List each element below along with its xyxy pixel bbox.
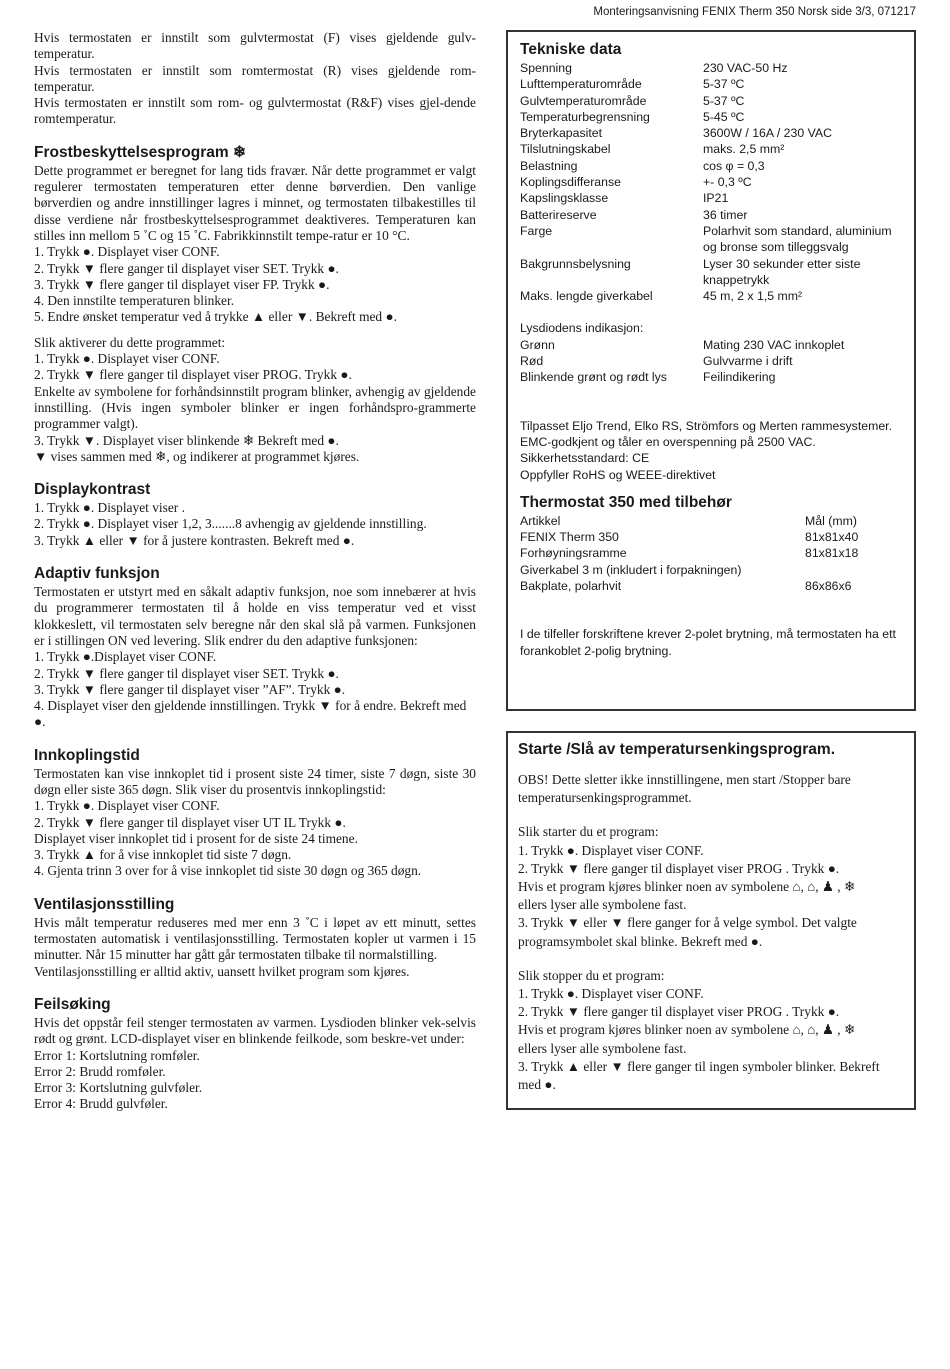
activate-step: 3. Trykk ▼. Displayet viser blinkende ❄ Bekreft med ●. (34, 432, 339, 448)
frost-body: Dette programmet er beregnet for lang tids fravær. Når dette programmet er valgt regulerer termostaten temperaturen etter denne børverdien. Den vanlige børverdien og andre innstillinger lagres i minnet, og termostaten tilbakestilles til disse verdiene når frostbeskyttelsesprogrammet deaktiveres. Temperaturen kan stilles inn mellom 5 ˚C og 15 ˚C. Fabrikkinnstilt tempe-ratur er 10 °C. (34, 162, 476, 243)
adaptive-title: Adaptiv funksjon (34, 565, 160, 583)
activate-title: Slik aktiverer du dette programmet: (34, 334, 226, 350)
frost-step: 4. Den innstilte temperaturen blinker. (34, 293, 235, 309)
snowflake-icon: ❄ (233, 143, 246, 161)
note-line: Tilpasset Eljo Trend, Elko RS, Strömfors og Merten rammesystemer. (520, 418, 892, 433)
connect-step: Displayet viser innkoplet tid i prosent for de siste 24 timene. (34, 830, 358, 846)
accessories-header: Artikkel Mål (mm) (520, 513, 857, 528)
display-step: 3. Trykk ▲ eller ▼ for å justere kontrasten. Bekreft med ●. (34, 532, 355, 548)
adaptive-body: Termostaten er utstyrt med en såkalt adaptiv funksjon, noe som innebærer at hvis du programmerer termostaten til å holde en viss temperatur ved et visst klokkeslett, vil termostaten selv beregne når den skal slå på varmen. Funksjonen er i stillingen ON ved levering. Slik endrer du den adaptive funksjonen: (34, 584, 476, 648)
tech-row: Bakgrunnsbelysning Lyser 30 sekunder etter siste knappetrykk (520, 256, 861, 287)
setback-title: Starte /Slå av temperatursenkingsprogram. (518, 741, 836, 758)
tech-row: Maks. lengde giverkabel 45 m, 2 x 1,5 mm² (520, 289, 803, 304)
adaptive-step: 1. Trykk ●.Displayet viser CONF. (34, 649, 217, 665)
activate-step: 2. Trykk ▼ flere ganger til displayet viser PROG. Trykk ●. (34, 367, 352, 383)
error-line: Error 4: Brudd gulvføler. (34, 1096, 168, 1112)
tech-row: Kapslingsklasse IP21 (520, 191, 729, 206)
start-step: 3. Trykk ▼ eller ▼ flere ganger for å velge symbol. Det valgte programsymbolet skal blinke. Bekreft med ●. (518, 915, 857, 949)
stop-step: Hvis et program kjøres blinker noen av symbolene ⌂, ⌂, ♟ , ❄ (518, 1022, 856, 1038)
activate-step: Enkelte av symbolene for forhåndsinnstilt program blinker, avhengig av gjeldende innstilling. (Hvis ingen symboler blinker er ingen forhåndspro-grammerte programmer valgt). (34, 383, 476, 432)
display-step: 1. Trykk ●. Displayet viser . (34, 500, 185, 516)
stop-step: 1. Trykk ●. Displayet viser CONF. (518, 986, 704, 1002)
tech-row: Belastning cos φ = 0,3 (520, 158, 765, 173)
display-step: 2. Trykk ●. Displayet viser 1,2, 3.......8 avhengig av gjeldende innstilling. (34, 516, 427, 532)
tech-title: Tekniske data (520, 41, 622, 58)
led-row: Rød Gulvvarme i drift (520, 354, 793, 369)
connect-body: Termostaten kan vise innkoplet tid i prosent siste 24 timer, siste 7 døgn, siste 30 døgn eller siste 365 døgn. Slik viser du prosentvis innkoplingstid: (34, 765, 476, 797)
intro-line-3: Hvis termostaten er innstilt som rom- og gulvtermostat (R&F) vises gjel-dende romtemperatur. (34, 95, 476, 127)
activate-step: ▼ vises sammen med ❄, og indikerer at programmet kjøres. (34, 448, 360, 464)
connect-step: 2. Trykk ▼ flere ganger til displayet viser UT IL Trykk ●. (34, 814, 346, 830)
display-title: Displaykontrast (34, 481, 151, 499)
accessory-row: Bakplate, polarhvit 86x86x6 (520, 579, 852, 594)
tech-data-box (506, 30, 916, 711)
intro-line-2: Hvis termostaten er innstilt som romtermostat (R) vises gjeldende rom-temperatur. (34, 62, 476, 94)
accessory-row: Giverkabel 3 m (inkludert i forpakningen) (520, 562, 742, 577)
accessory-row: Forhøyningsramme 81x81x18 (520, 546, 859, 561)
start-title: Slik starter du et program: (518, 824, 659, 840)
tech-row: Farge Polarhvit som standard, aluminium og bronse som tilleggsvalg (520, 223, 892, 255)
tech-row: Bryterkapasitet 3600W / 16A / 230 VAC (520, 126, 832, 141)
connect-step: 4. Gjenta trinn 3 over for å vise innkoplet tid siste 30 døgn og 365 døgn. (34, 863, 422, 879)
tech-row: Temperaturbegrensning 5-45 ºC (520, 109, 745, 124)
fault-title: Feilsøking (34, 995, 111, 1013)
led-row: Blinkende grønt og rødt lys Feilindikering (520, 370, 776, 385)
tech-row: Batterireserve 36 timer (520, 207, 748, 222)
fault-body: Hvis det oppstår feil stenger termostaten av varmen. Lysdioden blinker vek-selvis rødt og grønt. LCD-displayet viser en blinkende feilkode, som beskre-vet under: (34, 1014, 476, 1047)
connect-step: 3. Trykk ▲ for å vise innkoplet tid siste 7 døgn. (34, 847, 292, 863)
vent-body-2: Ventilasjonsstilling er alltid aktiv, uansett hvilket program som kjøres. (34, 963, 410, 979)
led-row: Grønn Mating 230 VAC innkoplet (520, 337, 845, 352)
obs-note: OBS! Dette sletter ikke innstillingene, men start /Stopper bare temperatursenkingsprogrammet. (518, 772, 851, 806)
tech-row: Spenning 230 VAC-50 Hz (520, 61, 788, 75)
start-step: ellers lyser alle symbolene fast. (518, 897, 687, 913)
stop-step: ellers lyser alle symbolene fast. (518, 1040, 687, 1056)
tech-row: Koplingsdifferanse +- 0,3 ºC (520, 175, 752, 190)
error-line: Error 2: Brudd romføler. (34, 1063, 166, 1079)
accessories-title: Thermostat 350 med tilbehør (520, 493, 732, 511)
led-title: Lysdiodens indikasjon: (520, 321, 644, 336)
accessory-row: FENIX Therm 350 81x81x40 (520, 530, 859, 545)
start-step: 1. Trykk ●. Displayet viser CONF. (518, 842, 704, 858)
footnote: I de tilfeller forskriftene krever 2-polet brytning, må termostaten ha ett forankoblet 2-polig brytning. (520, 627, 896, 658)
frost-title: Frostbeskyttelsesprogram ❄ (34, 143, 246, 161)
note-line: EMC-godkjent og tåler en overspenning på 2500 VAC. (520, 434, 816, 449)
frost-step: 2. Trykk ▼ flere ganger til displayet viser SET. Trykk ●. (34, 260, 339, 276)
program-symbols-icon: ⌂, ⌂, ♟ , ❄ (792, 879, 856, 895)
error-line: Error 1: Kortslutning romføler. (34, 1047, 200, 1063)
left-column (34, 30, 476, 1113)
frost-step: 1. Trykk ●. Displayet viser CONF. (34, 244, 220, 260)
setback-program-box (506, 731, 916, 1110)
connect-step: 1. Trykk ●. Displayet viser CONF. (34, 798, 220, 814)
frost-step: 3. Trykk ▼ flere ganger til displayet viser FP. Trykk ●. (34, 276, 330, 292)
activate-step: 1. Trykk ●. Displayet viser CONF. (34, 351, 220, 367)
page-header: Monteringsanvisning FENIX Therm 350 Norsk side 3/3, 071217 (593, 6, 916, 18)
program-symbols-icon: ⌂, ⌂, ♟ , ❄ (792, 1022, 856, 1038)
vent-body: Hvis målt temperatur reduseres med mer enn 3 ˚C i løpet av ett minutt, settes termostaten automatisk i ventilasjonsstilling. Termostaten kopler ut varmen i 15 minutter. Når 15 minutter har gått går termostaten tilbake til normalstilling. (34, 914, 476, 963)
stop-title: Slik stopper du et program: (518, 967, 665, 983)
tech-row: Tilslutningskabel maks. 2,5 mm² (520, 142, 785, 157)
stop-step: 2. Trykk ▼ flere ganger til displayet viser PROG . Trykk ●. (518, 1004, 840, 1020)
frost-step: 5. Endre ønsket temperatur ved å trykke ▲ eller ▼. Bekreft med ●. (34, 309, 397, 325)
intro-line-1: Hvis termostaten er innstilt som gulvtermostat (F) vises gjeldende gulv-temperatur. (34, 30, 476, 62)
start-step: Hvis et program kjøres blinker noen av symbolene ⌂, ⌂, ♟ , ❄ (518, 879, 856, 895)
adaptive-step: 3. Trykk ▼ flere ganger til displayet viser ”AF”. Trykk ●. (34, 681, 346, 697)
tech-row: Gulvtemperaturområde 5-37 ºC (520, 93, 745, 108)
tech-row: Lufttemperaturområde 5-37 ºC (520, 77, 745, 92)
adaptive-step: 4. Displayet viser den gjeldende innstillingen. Trykk ▼ for å endre. Bekreft med ●. (34, 698, 467, 730)
note-line: Oppfyller RoHS og WEEE-direktivet (520, 467, 716, 482)
connect-title: Innkoplingstid (34, 746, 140, 764)
note-line: Sikkerhetsstandard: CE (520, 451, 650, 466)
stop-step: 3. Trykk ▲ eller ▼ flere ganger til ingen symboler blinker. Bekreft med ●. (518, 1058, 880, 1093)
error-line: Error 3: Kortslutning gulvføler. (34, 1080, 203, 1096)
vent-title: Ventilasjonsstilling (34, 895, 175, 913)
start-step: 2. Trykk ▼ flere ganger til displayet viser PROG . Trykk ●. (518, 860, 840, 876)
adaptive-step: 2. Trykk ▼ flere ganger til displayet viser SET. Trykk ●. (34, 665, 339, 681)
